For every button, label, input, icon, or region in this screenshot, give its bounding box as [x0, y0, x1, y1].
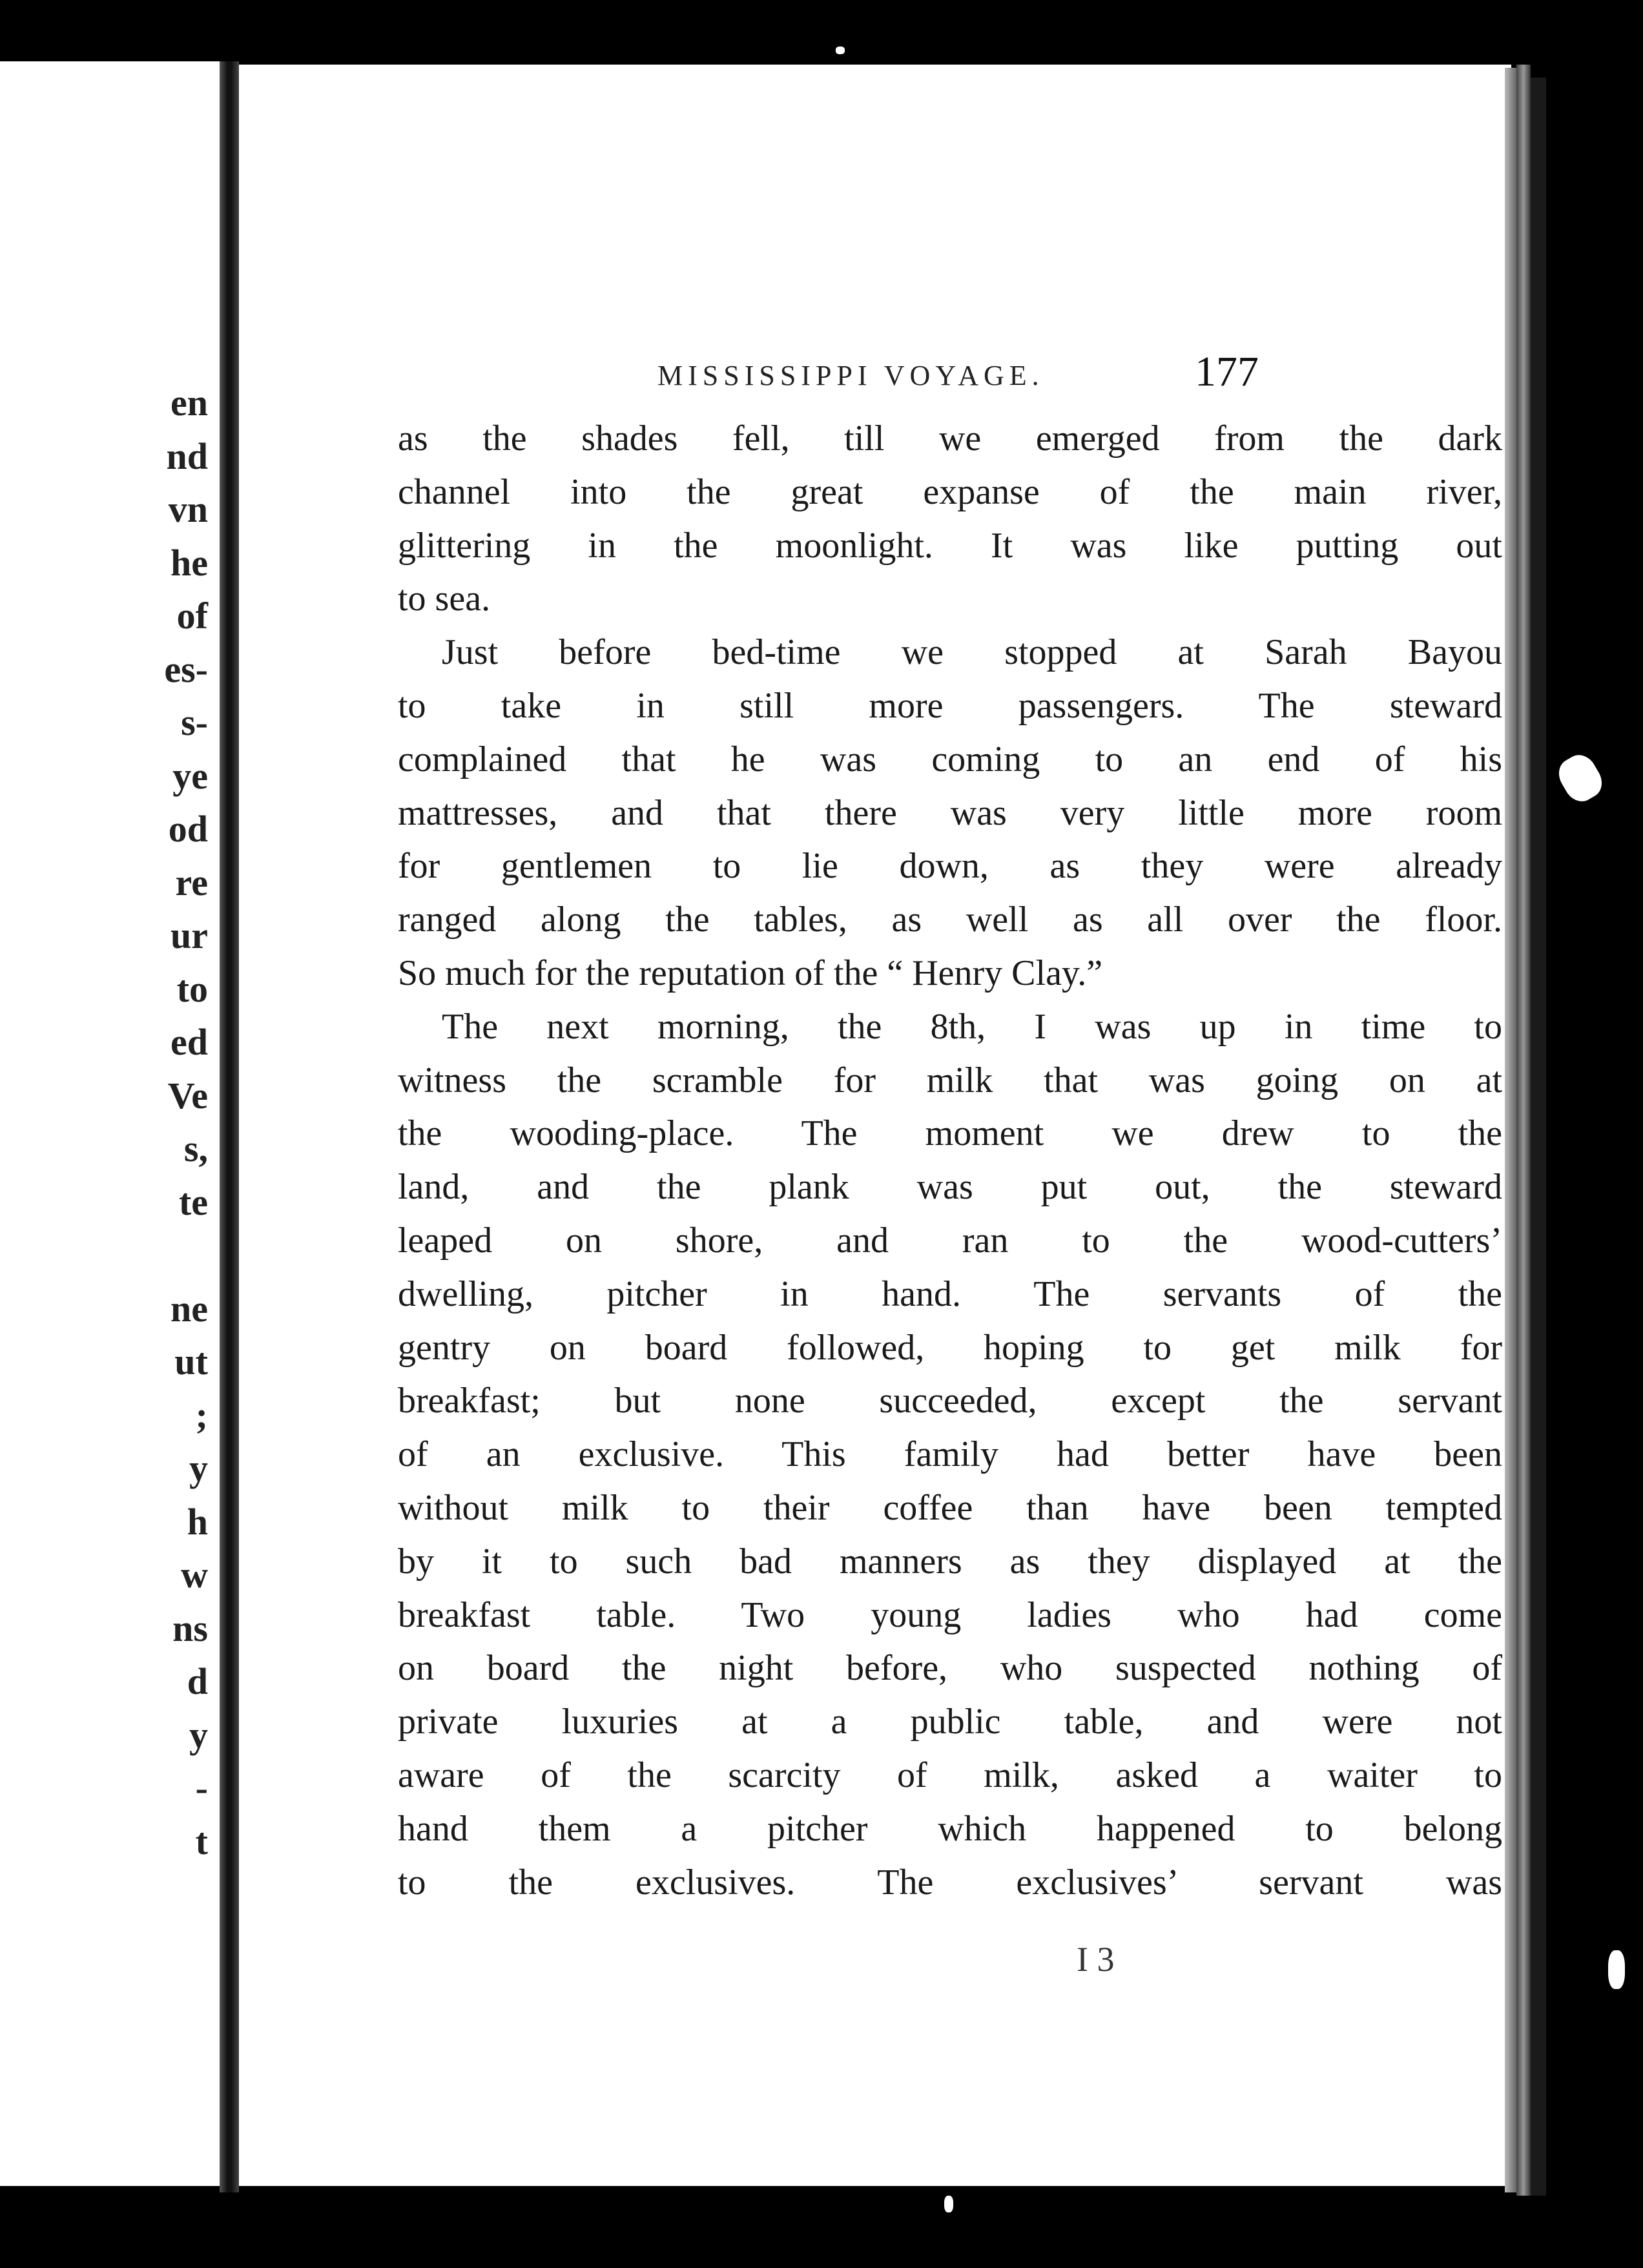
left-page-fragment: en: [170, 382, 208, 424]
left-page-fragment: he: [170, 541, 208, 584]
text-line: to take in still more passengers. The steward: [398, 686, 1502, 726]
left-page-fragment: te: [178, 1180, 208, 1223]
left-page-fragment: t: [195, 1820, 208, 1862]
left-page-fragment: ut: [174, 1341, 208, 1383]
running-title: MISSISSIPPI VOYAGE.: [657, 360, 1044, 391]
left-page-fragment: w: [181, 1554, 208, 1596]
left-page-fragment: y: [189, 1713, 208, 1756]
text-line: to sea.: [398, 579, 491, 619]
ink-speck: [1553, 749, 1607, 807]
text-line: channel into the great expanse of the main river,: [398, 471, 1502, 512]
left-page-fragment: s-: [181, 701, 208, 743]
text-line: aware of the scarcity of milk, asked a waiter to: [398, 1755, 1502, 1795]
left-page-fragment: es-: [164, 648, 208, 690]
left-page-fragment: ns: [172, 1607, 208, 1649]
text-body: [398, 412, 1502, 1943]
signature-mark: I 3: [1077, 1940, 1115, 1979]
left-page-fragment: d: [187, 1660, 208, 1702]
text-line: So much for the reputation of the “ Henry Clay.”: [398, 953, 1103, 993]
text-line: Just before bed-time we stopped at Sarah Bayou: [442, 632, 1502, 673]
ink-speck: [1608, 1950, 1625, 1989]
book-gutter: [220, 61, 239, 2192]
text-line: for gentlemen to lie down, as they were already: [398, 846, 1502, 887]
left-page-fragment: ur: [170, 914, 208, 956]
page-number: 177: [1195, 348, 1259, 395]
text-line: gentry on board followed, hoping to get milk for: [398, 1327, 1502, 1368]
left-page-fragment: to: [176, 967, 208, 1010]
text-line: breakfast; but none succeeded, except the servant: [398, 1381, 1502, 1421]
left-page-fragment: re: [175, 861, 208, 903]
left-page-fragment: -: [195, 1767, 208, 1809]
text-line: the wooding-place. The moment we drew to the: [398, 1113, 1502, 1154]
text-line: by it to such bad manners as they displayed at the: [398, 1541, 1502, 1582]
text-line: without milk to their coffee than have been tempted: [398, 1488, 1502, 1528]
page-edge: [1531, 77, 1546, 2196]
text-line: dwelling, pitcher in hand. The servants of the: [398, 1273, 1502, 1314]
text-line: The next morning, the 8th, I was up in time to: [442, 1006, 1502, 1047]
text-line: mattresses, and that there was very little more room: [398, 792, 1502, 833]
left-page-fragment: Ve: [167, 1074, 208, 1117]
right-page: [239, 65, 1511, 2186]
ink-speck: [836, 46, 845, 54]
text-line: private luxuries at a public table, and were not: [398, 1702, 1502, 1742]
page-edge: [1505, 68, 1516, 2192]
page-header: [239, 291, 1511, 395]
text-line: as the shades fell, till we emerged from the dark: [398, 418, 1502, 459]
left-page-fragment: ne: [170, 1287, 208, 1330]
ink-speck: [944, 2196, 953, 2212]
text-line: to the exclusives. The exclusives’ servant was: [398, 1862, 1502, 1902]
text-line: breakfast table. Two young ladies who had come: [398, 1594, 1502, 1635]
left-page-fragment: y: [189, 1447, 208, 1489]
text-line: complained that he was coming to an end of his: [398, 739, 1502, 779]
left-page-fragment: ed: [170, 1021, 208, 1063]
page-edge: [1516, 65, 1531, 2196]
text-line: land, and the plank was put out, the steward: [398, 1167, 1502, 1208]
left-page-fragment: h: [187, 1500, 208, 1543]
left-page-fragment: ye: [172, 754, 208, 797]
left-page-fragment: s,: [183, 1128, 208, 1170]
text-line: ranged along the tables, as well as all over the floor.: [398, 900, 1502, 940]
text-line: hand them a pitcher which happened to belong: [398, 1808, 1502, 1849]
text-line: on board the night before, who suspected nothing of: [398, 1648, 1502, 1689]
left-page-fragment: of: [176, 595, 208, 637]
left-page-fragment: od: [168, 808, 208, 850]
left-page-fragment: ;: [195, 1394, 208, 1436]
left-page-fragment: vn: [168, 488, 208, 530]
text-line: of an exclusive. This family had better have been: [398, 1434, 1502, 1475]
text-line: witness the scramble for milk that was going on at: [398, 1060, 1502, 1100]
text-line: leaped on shore, and ran to the wood-cutters’: [398, 1221, 1502, 1261]
left-page-fragment: nd: [166, 435, 208, 477]
left-facing-page: [0, 61, 220, 2186]
text-line: glittering in the moonlight. It was like putting out: [398, 525, 1502, 566]
